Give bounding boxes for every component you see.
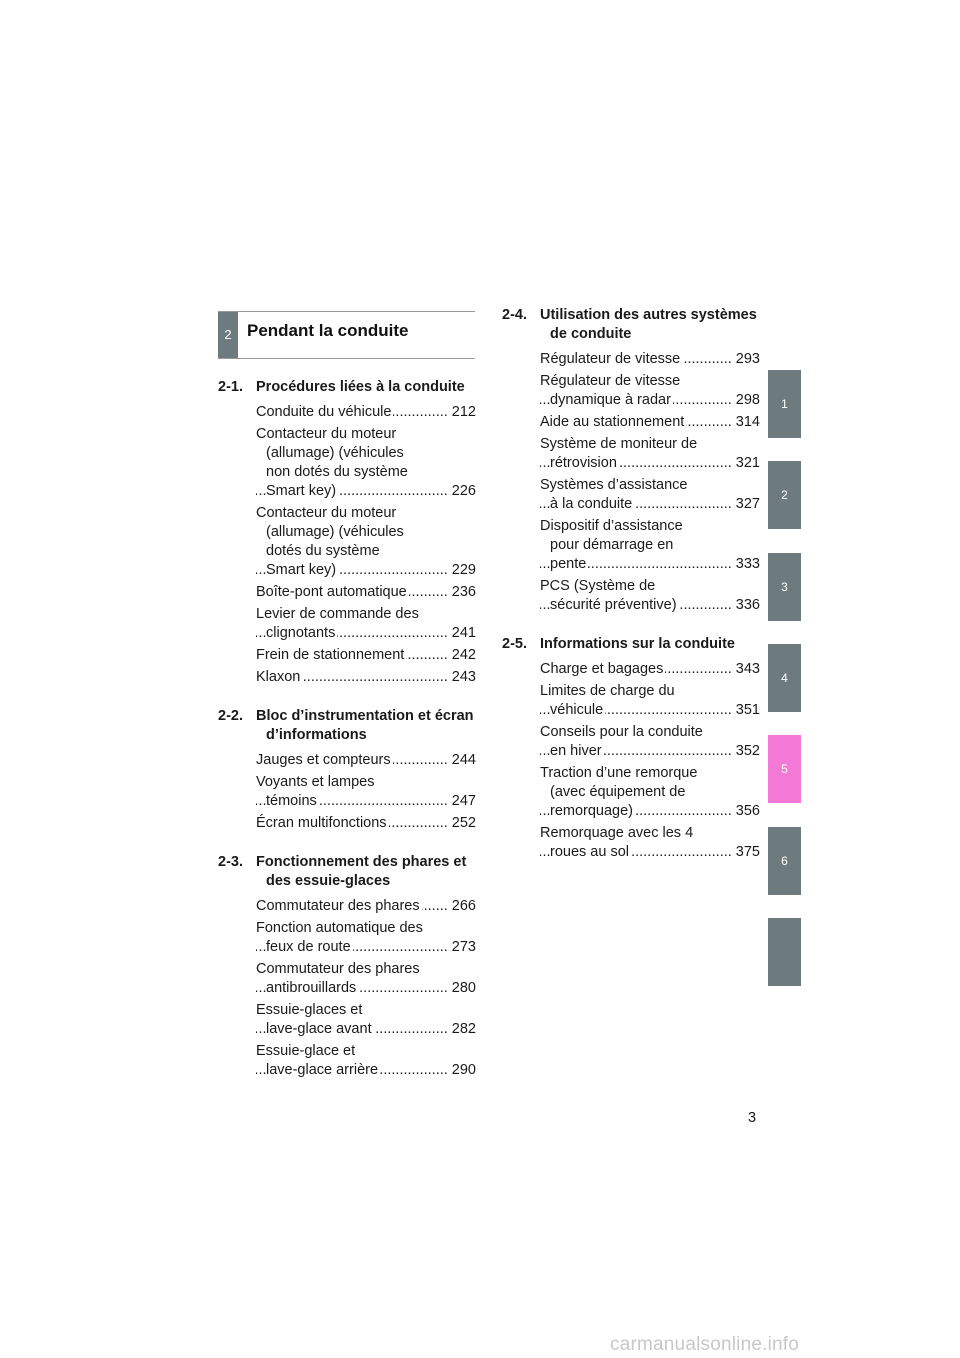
toc-entry[interactable] <box>256 583 476 602</box>
toc-column-right <box>502 306 760 882</box>
toc-entry-page: 336 <box>732 596 760 615</box>
toc-entry-text: Klaxon <box>256 669 301 685</box>
toc-entry-text: Commutateur des phares <box>256 898 420 914</box>
section-number: 2-3. <box>218 854 243 870</box>
toc-entry[interactable] <box>540 682 760 720</box>
toc-entry-page: 327 <box>732 495 760 514</box>
toc-entry-page: 356 <box>732 802 760 821</box>
toc-section <box>502 635 760 862</box>
toc-entry-title <box>540 577 732 615</box>
toc-entry[interactable] <box>540 764 760 821</box>
toc-entry-title <box>256 668 448 687</box>
toc-entry-text: Traction d’une remorque (avec équipement de remorquage) <box>540 765 698 819</box>
toc-entry-text: Frein de stationnement <box>256 647 405 663</box>
section-number: 2-5. <box>502 636 527 652</box>
toc-entry-title <box>256 403 448 422</box>
section-title: Utilisation des autres systèmes de conduite <box>540 307 757 342</box>
toc-entry-page: 242 <box>448 646 476 665</box>
toc-entry-page: 273 <box>448 938 476 957</box>
toc-entry-page: 352 <box>732 742 760 761</box>
toc-entry-text: PCS (Système de sécurité préventive) <box>540 578 677 613</box>
toc-entry-title <box>540 517 732 574</box>
chapter-tab[interactable]: 5 <box>768 735 801 803</box>
toc-entry-text: Jauges et compteurs <box>256 752 391 768</box>
toc-entry[interactable] <box>256 773 476 811</box>
toc-entry-title <box>540 476 732 514</box>
section-title: Procédures liées à la conduite <box>256 379 465 395</box>
toc-entry[interactable] <box>256 504 476 580</box>
section-title: Informations sur la conduite <box>540 636 735 652</box>
toc-entry-page: 321 <box>732 454 760 473</box>
toc-entry-title <box>256 814 448 833</box>
page-number: 3 <box>748 1110 757 1126</box>
toc-entry-page: 290 <box>448 1061 476 1080</box>
toc-entry-title <box>540 350 732 369</box>
toc-entry-title <box>256 960 448 998</box>
toc-entry[interactable] <box>540 413 760 432</box>
toc-entry-title <box>540 413 732 432</box>
toc-entry-page: 351 <box>732 701 760 720</box>
toc-entry-page: 226 <box>448 482 476 501</box>
chapter-number-badge: 2 <box>218 312 238 358</box>
toc-entry-page: 293 <box>732 350 760 369</box>
section-heading <box>218 707 476 745</box>
toc-section <box>502 306 760 615</box>
toc-entry[interactable] <box>256 1042 476 1080</box>
toc-entry-title <box>540 372 732 410</box>
toc-entry-page: 333 <box>732 555 760 574</box>
chapter-tab[interactable]: 4 <box>768 644 801 712</box>
section-heading <box>218 378 476 397</box>
toc-entry-page: 243 <box>448 668 476 687</box>
toc-entry[interactable] <box>256 646 476 665</box>
toc-entry-page: 266 <box>448 897 476 916</box>
toc-entry[interactable] <box>540 435 760 473</box>
toc-entry[interactable] <box>256 425 476 501</box>
toc-entry-text: Charge et bagages <box>540 661 664 677</box>
chapter-tab[interactable] <box>768 918 801 986</box>
toc-entry-title <box>256 646 448 665</box>
section-heading <box>218 853 476 891</box>
toc-entry-page: 282 <box>448 1020 476 1039</box>
toc-entry[interactable] <box>540 476 760 514</box>
toc-entry-text: Boîte-pont automatique <box>256 584 407 600</box>
toc-entry-page: 236 <box>448 583 476 602</box>
toc-entry-page: 252 <box>448 814 476 833</box>
chapter-title: Pendant la conduite <box>247 321 409 340</box>
toc-entry-title <box>256 897 448 916</box>
toc-entry[interactable] <box>256 814 476 833</box>
section-heading <box>502 635 760 654</box>
toc-entry[interactable] <box>256 605 476 643</box>
toc-entry-text: Systèmes d’assistance à la conduite <box>540 477 688 512</box>
toc-entry-title <box>540 824 732 862</box>
toc-entry-title <box>256 504 448 580</box>
toc-entry[interactable] <box>256 919 476 957</box>
toc-entry[interactable] <box>256 403 476 422</box>
toc-entry-text: Essuie-glace et lave-glace arrière <box>256 1043 379 1078</box>
toc-entry-title <box>256 605 448 643</box>
toc-entry-text: Conseils pour la conduite en hiver <box>540 724 703 759</box>
toc-entry-text: Essuie-glaces et lave-glace avant <box>256 1002 372 1037</box>
toc-section <box>218 378 476 687</box>
toc-entry-title <box>256 583 448 602</box>
toc-entry-title <box>540 682 732 720</box>
toc-section <box>218 853 476 1080</box>
chapter-tab[interactable]: 6 <box>768 827 801 895</box>
toc-entry-page: 314 <box>732 413 760 432</box>
toc-entry-page: 280 <box>448 979 476 998</box>
toc-entry[interactable] <box>256 668 476 687</box>
toc-entry[interactable] <box>256 1001 476 1039</box>
toc-entry-text: Régulateur de vitesse <box>540 351 681 367</box>
chapter-tab[interactable]: 2 <box>768 461 801 529</box>
toc-entry-text: Commutateur des phares antibrouillards <box>256 961 420 996</box>
watermark: carmanualsonline.info <box>610 1334 800 1355</box>
toc-entry-text: Écran multifonctions <box>256 815 387 831</box>
toc-entry-title <box>256 773 448 811</box>
toc-entry-title <box>256 1042 448 1080</box>
toc-entry-title <box>256 919 448 957</box>
section-title: Bloc d’instrumentation et écran d’informations <box>256 708 474 743</box>
toc-entry-text: Conduite du véhicule <box>256 404 392 420</box>
toc-entry-title <box>540 435 732 473</box>
toc-entry-text: Dispositif d’assistance pour démarrage en pente <box>540 518 683 572</box>
toc-entry[interactable] <box>540 350 760 369</box>
toc-column-left <box>218 378 476 1100</box>
toc-entry[interactable] <box>540 517 760 574</box>
toc-entry-text: Aide au stationnement <box>540 414 685 430</box>
toc-entry-page: 298 <box>732 391 760 410</box>
toc-entry-page: 244 <box>448 751 476 770</box>
chapter-tab[interactable]: 3 <box>768 553 801 621</box>
chapter-tab[interactable]: 1 <box>768 370 801 438</box>
toc-section <box>218 707 476 833</box>
section-heading <box>502 306 760 344</box>
toc-entry-page: 247 <box>448 792 476 811</box>
toc-entry[interactable] <box>540 824 760 862</box>
toc-entry-title <box>256 1001 448 1039</box>
toc-entry-title <box>256 751 448 770</box>
toc-entry-text: Régulateur de vitesse dynamique à radar <box>540 373 681 408</box>
toc-entry-page: 375 <box>732 843 760 862</box>
toc-entry-page: 212 <box>448 403 476 422</box>
toc-entry-text: Système de moniteur de rétrovision <box>540 436 698 471</box>
toc-entry[interactable] <box>256 960 476 998</box>
toc-entry-text: Levier de commande des clignotants <box>256 606 419 641</box>
section-number: 2-2. <box>218 708 243 724</box>
toc-entry-text: Contacteur du moteur (allumage) (véhicules non dotés du système Smart key) <box>256 426 408 499</box>
toc-entry-title <box>256 425 448 501</box>
toc-entry-page: 343 <box>732 660 760 679</box>
toc-entry-text: Fonction automatique des feux de route <box>256 920 423 955</box>
toc-entry-text: Contacteur du moteur (allumage) (véhicules dotés du système Smart key) <box>256 505 404 578</box>
chapter-header <box>218 311 475 359</box>
toc-entry[interactable] <box>540 372 760 410</box>
section-number: 2-4. <box>502 307 527 323</box>
toc-entry[interactable] <box>540 723 760 761</box>
toc-entry-text: Voyants et lampes témoins <box>256 774 375 809</box>
toc-entry-text: Remorquage avec les 4 roues au sol <box>540 825 694 860</box>
toc-entry-title <box>540 723 732 761</box>
toc-entry[interactable] <box>540 660 760 679</box>
section-title: Fonctionnement des phares et des essuie-glaces <box>256 854 467 889</box>
toc-entry[interactable] <box>256 751 476 770</box>
toc-entry[interactable] <box>540 577 760 615</box>
toc-entry[interactable] <box>256 897 476 916</box>
toc-entry-page: 229 <box>448 561 476 580</box>
toc-entry-page: 241 <box>448 624 476 643</box>
toc-entry-title <box>540 764 732 821</box>
toc-entry-title <box>540 660 732 679</box>
section-number: 2-1. <box>218 379 243 395</box>
toc-entry-text: Limites de charge du véhicule <box>540 683 675 718</box>
